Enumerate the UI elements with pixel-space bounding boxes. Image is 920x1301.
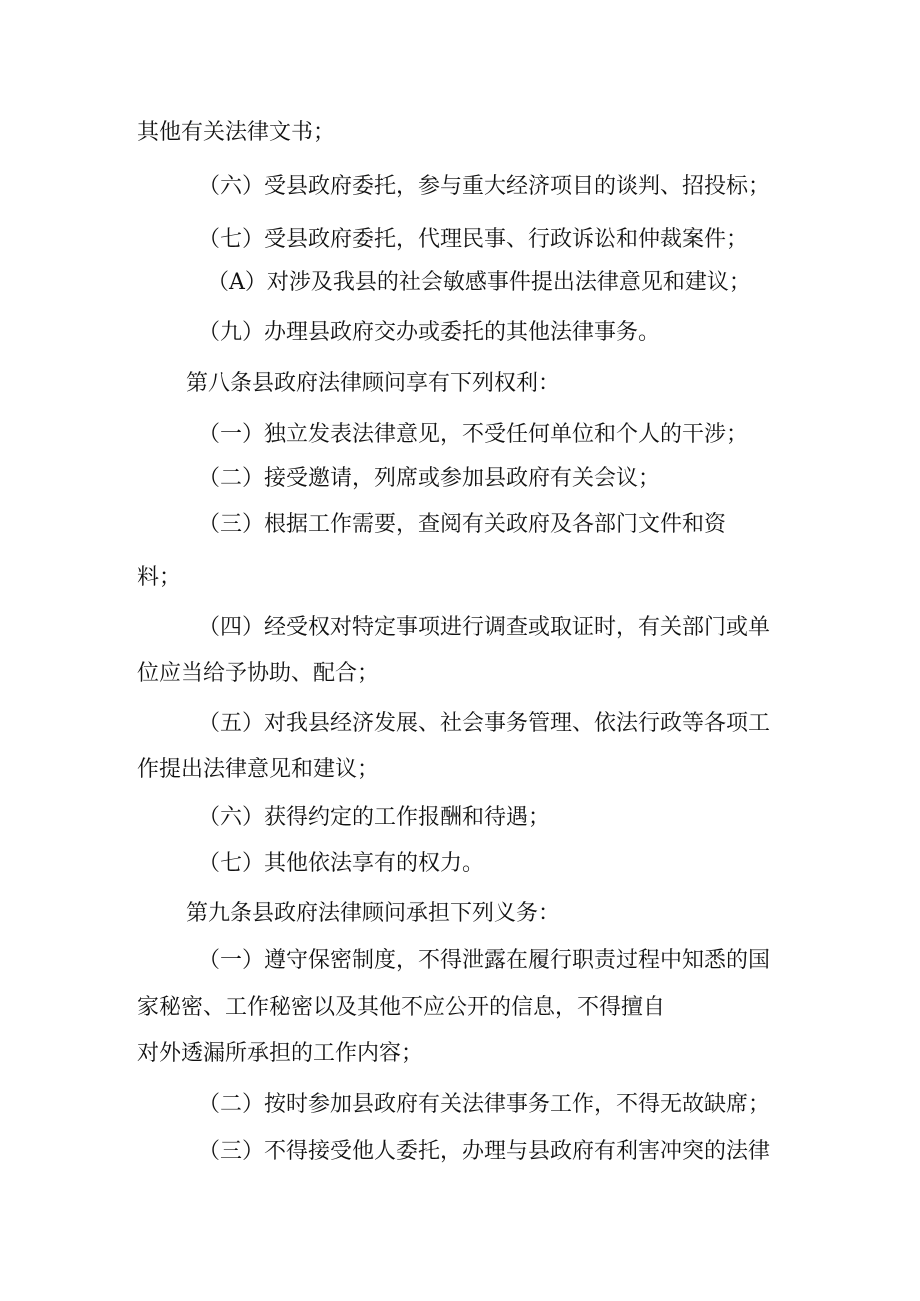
text-line: 其他有关法律文书； bbox=[137, 120, 336, 145]
text-line: （三）不得接受他人委托，办理与县政府有利害冲突的法律 bbox=[198, 1139, 771, 1164]
text-line: 位应当给予协助、配合； bbox=[137, 661, 380, 686]
text-line: 料； bbox=[137, 565, 182, 590]
text-line: （九）办理县政府交办或委托的其他法律事务。 bbox=[198, 320, 661, 345]
text-line: （五）对我县经济发展、社会事务管理、依法行政等各项工 bbox=[198, 711, 771, 736]
text-line: （A）对涉及我县的社会敏感事件提出法律意见和建议； bbox=[207, 270, 751, 295]
section-heading: 第八条县政府法律顾问享有下列权利： bbox=[186, 371, 561, 396]
text-line: （四）经受权对特定事项进行调查或取证时，有关部门或单 bbox=[198, 615, 771, 640]
text-line: （六）获得约定的工作报酬和待遇； bbox=[198, 805, 551, 830]
text-line: （二）接受邀请，列席或参加县政府有关会议； bbox=[198, 466, 661, 491]
text-line: （一）遵守保密制度，不得泄露在履行职责过程中知悉的国 bbox=[198, 948, 771, 973]
text-line: （一）独立发表法律意见，不受任何单位和个人的干涉； bbox=[198, 422, 749, 447]
text-line: 家秘密、工作秘密以及其他不应公开的信息，不得擅自 bbox=[137, 995, 666, 1020]
text-line: （二）按时参加县政府有关法律事务工作，不得无故缺席； bbox=[198, 1092, 771, 1117]
text-line: （七）其他依法享有的权力。 bbox=[198, 851, 485, 876]
text-line: 作提出法律意见和建议； bbox=[137, 757, 380, 782]
section-heading: 第九条县政府法律顾问承担下列义务： bbox=[186, 901, 561, 926]
text-line: （六）受县政府委托，参与重大经济项目的谈判、招投标； bbox=[198, 174, 771, 199]
text-line: 对外透漏所承担的工作内容； bbox=[137, 1041, 424, 1066]
text-line: （三）根据工作需要，查阅有关政府及各部门文件和资 bbox=[198, 512, 727, 537]
text-line: （七）受县政府委托，代理民事、行政诉讼和仲裁案件； bbox=[198, 227, 749, 252]
